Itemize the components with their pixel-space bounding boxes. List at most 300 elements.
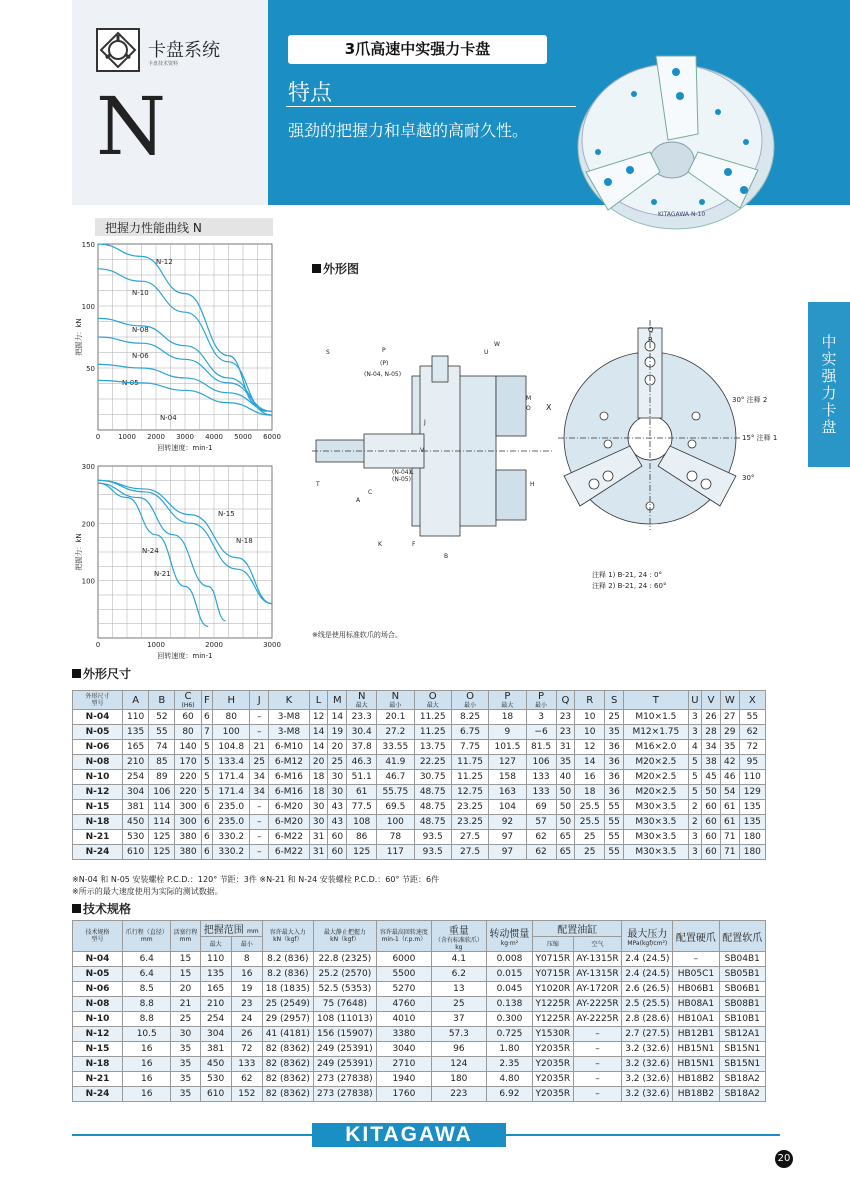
dim-cell: 133 [526,770,556,785]
spec-cell: 35 [171,1042,200,1057]
dim-cell: 135 [739,815,765,830]
spec-cell: 3040 [376,1042,431,1057]
dim-cell: 165 [123,740,149,755]
spec-cell: 82 (8362) [262,1042,313,1057]
dim-cell: 30 [309,800,328,815]
dim-cell: 2 [688,800,701,815]
spec-cell: 82 (8362) [262,1087,313,1102]
y-tick-label: 50 [86,365,95,373]
spec-cell: – [573,1027,622,1042]
dims-col-header: J [250,691,269,710]
table-row [73,815,766,830]
dim-cell: 133.4 [213,755,250,770]
model-cell: N-10 [73,1012,123,1027]
spec-cell: 6.4 [123,967,171,982]
spec-cell: SB12A1 [719,1027,765,1042]
spec-cell: 2.7 (27.5) [622,1027,673,1042]
model-cell: N-15 [73,800,123,815]
dim-cell: 10 [575,725,605,740]
spec-cell: 0.138 [486,997,532,1012]
dim-cell: 81.5 [526,740,556,755]
svg-text:(N-05): (N-05) [392,476,411,483]
dim-cell: 71 [720,845,739,860]
dims-col-header: F [201,691,212,710]
dim-cell: 62 [526,830,556,845]
dim-cell: 23 [556,710,575,725]
dim-cell: 25.5 [575,800,605,815]
series-label-n-04: N-04 [160,414,177,422]
svg-text:Q: Q [648,326,654,334]
dim-cell: 61 [720,800,739,815]
spec-cell: – [573,1057,622,1072]
spec-cell: 273 (27838) [313,1087,376,1102]
dim-cell: – [250,845,269,860]
spec-cell: SB08B1 [719,997,765,1012]
spec-cell: 2.4 (24.5) [622,967,673,982]
dims-col-header: T [624,691,689,710]
dim-cell: 5 [201,785,212,800]
dims-col-header: N 最大 [347,691,377,710]
table-row [73,725,766,740]
dim-cell: 46.3 [347,755,377,770]
x-tick-label: 5000 [234,433,252,441]
table-row [73,785,766,800]
chuck-label: KITAGAWA N-10 [658,211,706,218]
dim-cell: 36 [605,770,624,785]
svg-text:X: X [546,403,552,412]
table-row [73,1057,766,1072]
dims-col-header: U [688,691,701,710]
dim-cell: 6-M22 [269,830,310,845]
spec-cell: 8.2 (836) [262,967,313,982]
spec-cell: 450 [200,1057,231,1072]
dim-cell: 106 [526,755,556,770]
dim-cell: 18 [575,785,605,800]
dim-cell: 5 [688,755,701,770]
spec-cell: 156 (15907) [313,1027,376,1042]
spec-cell: 3.2 (32.6) [622,1057,673,1072]
svg-text:J: J [424,419,426,426]
table-row [73,1087,766,1102]
spec-cell: 2.6 (26.5) [622,982,673,997]
spec-cell: 5270 [376,982,431,997]
dim-cell: 5 [201,770,212,785]
svg-text:(P): (P) [380,360,389,367]
spec-cell: Y2035R [533,1042,574,1057]
dim-cell: 20.1 [377,710,414,725]
dim-cell: 7 [201,725,212,740]
spec-cell: Y2035R [533,1072,574,1087]
dims-section-title: 外形尺寸 [72,665,131,682]
spec-cell: 25 (2549) [262,997,313,1012]
spec-cell: 16 [123,1042,171,1057]
dim-cell: 60 [175,710,201,725]
dim-cell: 104 [489,800,526,815]
dim-cell: 100 [213,725,250,740]
series-label-n-05: N-05 [122,379,139,387]
dim-cell: 43 [328,815,347,830]
spec-cell: 35 [171,1072,200,1087]
dims-col-header: V [702,691,721,710]
dim-cell: 3 [526,710,556,725]
dim-cell: 104.8 [213,740,250,755]
spec-cell: 3380 [376,1027,431,1042]
dim-cell: 235.0 [213,815,250,830]
dims-col-header: L [309,691,328,710]
dims-corner: 外形尺寸 型号 [73,691,123,710]
dim-cell: 31 [309,830,328,845]
model-cell: N-24 [73,1087,123,1102]
dim-cell: 380 [175,830,201,845]
dim-cell: 60 [328,830,347,845]
dim-cell: 140 [175,740,201,755]
dim-cell: 78 [377,830,414,845]
dim-cell: 61 [720,815,739,830]
spec-cell: 3.2 (32.6) [622,1087,673,1102]
spec-cell: 62 [231,1072,262,1087]
dim-cell: 60 [702,800,721,815]
product-title: 3爪高速中实强力卡盘 [288,35,547,64]
series-label-n-21: N-21 [154,570,171,578]
svg-text:B: B [444,553,449,560]
y-tick-label: 200 [81,520,95,529]
dim-cell: 22.25 [414,755,451,770]
dim-cell: 5 [688,785,701,800]
svg-text:30° 注释 2: 30° 注释 2 [732,396,768,404]
dim-cell: 51.1 [347,770,377,785]
dim-cell: 304 [123,785,149,800]
spec-cell: 8.8 [123,1012,171,1027]
dim-cell: 16 [575,770,605,785]
spec-cell: Y2035R [533,1087,574,1102]
spec-cell: HB06B1 [673,982,719,997]
chart-title: 把握力性能曲线 N [95,218,273,237]
dim-cell: 48.75 [414,785,451,800]
spec-cell: – [673,952,719,967]
table-row [73,845,766,860]
dim-cell: 6 [201,830,212,845]
table-row [73,997,766,1012]
dim-cell: 135 [123,725,149,740]
spec-cell: 254 [200,1012,231,1027]
dim-cell: 55.75 [377,785,414,800]
dim-cell: 46.7 [377,770,414,785]
footer-brand-logo: KITAGAWA [312,1123,506,1147]
dim-cell: 50 [556,785,575,800]
dim-cell: 30 [328,785,347,800]
dim-cell: 127 [489,755,526,770]
dim-cell: 163 [489,785,526,800]
spec-cell: 165 [200,982,231,997]
dim-cell: – [250,725,269,740]
dim-cell: 80 [213,710,250,725]
dim-cell: 6-M16 [269,770,310,785]
spec-cell: – [573,1042,622,1057]
model-cell: N-06 [73,982,123,997]
dim-cell: M12×1.75 [624,725,689,740]
dim-cell: 19 [328,725,347,740]
spec-cell: 135 [200,967,231,982]
dim-cell: 254 [123,770,149,785]
dim-cell: 97 [489,845,526,860]
dim-cell: 330.2 [213,830,250,845]
spec-cell: HB12B1 [673,1027,719,1042]
x-tick-label: 3000 [176,433,194,441]
spec-cell: Y1530R [533,1027,574,1042]
spec-cell: – [573,1087,622,1102]
dim-cell: 23.25 [451,815,488,830]
dim-cell: M10×1.5 [624,710,689,725]
series-label-n-06: N-06 [132,352,149,360]
spec-cell: 15 [171,967,200,982]
table-row [73,830,766,845]
spec-cell: HB18B2 [673,1072,719,1087]
y-axis-label: 把握力：kN [75,318,83,356]
brand-title: 卡盘系统 [148,40,220,61]
x-tick-label: 2000 [147,433,165,441]
spec-cell: 610 [200,1087,231,1102]
spec-cell: 37 [431,1012,486,1027]
dim-cell: 106 [149,785,175,800]
grip-force-chart-1 [72,236,282,458]
dims-col-header: B [149,691,175,710]
spec-cell: 249 (25391) [313,1042,376,1057]
dim-cell: 10 [575,710,605,725]
spec-cell: 5500 [376,967,431,982]
front-view [558,320,742,530]
dim-cell: 27 [720,710,739,725]
spec-cell: 0.015 [486,967,532,982]
dim-cell: 18 [309,785,328,800]
spec-cell: HB08A1 [673,997,719,1012]
spec-cell: 180 [431,1072,486,1087]
dim-cell: 30 [328,770,347,785]
spec-cell: HB18B2 [673,1087,719,1102]
spec-cell: 13 [431,982,486,997]
model-cell: N-08 [73,997,123,1012]
spec-cell: 110 [200,952,231,967]
dims-col-header: N 最小 [377,691,414,710]
dim-cell: 6-M22 [269,845,310,860]
spec-cell: 16 [123,1072,171,1087]
svg-text:R: R [648,336,653,344]
x-axis-label: 回转速度：min-1 [157,444,213,452]
svg-text:T: T [316,481,320,488]
spec-cell: Y1225R [533,997,574,1012]
dim-cell: 55 [739,710,765,725]
dims-col-header: O 最小 [451,691,488,710]
dim-cell: 92 [489,815,526,830]
dim-cell: 25 [575,830,605,845]
drawing-section-title: 外形图 [312,260,359,277]
spec-cell: 29 (2957) [262,1012,313,1027]
spec-cell: SB10B1 [719,1012,765,1027]
dim-cell: 86 [347,830,377,845]
dim-cell: – [250,800,269,815]
model-cell: N-18 [73,1057,123,1072]
dim-cell: 31 [309,845,328,860]
svg-text:O: O [526,405,531,412]
spec-cell: 108 (11013) [313,1012,376,1027]
table-row [73,1072,766,1087]
dim-cell: 20 [309,755,328,770]
dim-cell: 135 [739,800,765,815]
dims-col-header: Q [556,691,575,710]
dim-cell: 26 [702,710,721,725]
dim-cell: 69.5 [377,800,414,815]
spec-cell: HB15N1 [673,1057,719,1072]
spec-cell: 19 [231,982,262,997]
svg-text:K: K [378,541,382,548]
spec-cell: 6.4 [123,952,171,967]
dim-cell: 235.0 [213,800,250,815]
dim-cell: 29 [720,725,739,740]
model-cell: N-12 [73,785,123,800]
dim-cell: 72 [739,740,765,755]
dim-cell: 18 [309,770,328,785]
dim-cell: 30.4 [347,725,377,740]
dim-cell: 5 [688,770,701,785]
dim-cell: 25.5 [575,815,605,830]
dim-cell: 125 [347,845,377,860]
dim-cell: 114 [149,800,175,815]
spec-cell: HB15N1 [673,1042,719,1057]
dim-cell: 41.9 [377,755,414,770]
dim-cell: 60 [702,830,721,845]
dim-cell: 27.2 [377,725,414,740]
dim-cell: 6-M20 [269,800,310,815]
svg-text:W: W [494,341,500,348]
spec-cell: 8.2 (836) [262,952,313,967]
spec-cell: 6.92 [486,1087,532,1102]
dim-cell: M30×3.5 [624,830,689,845]
spec-cell: 72 [231,1042,262,1057]
dim-cell: 110 [739,770,765,785]
spec-cell: 273 (27838) [313,1072,376,1087]
spec-cell: 0.300 [486,1012,532,1027]
spec-cell: AY-1720R [573,982,622,997]
dims-col-header: A [123,691,149,710]
spec-cell: 4.1 [431,952,486,967]
spec-cell: 8.8 [123,997,171,1012]
dim-cell: 3 [688,725,701,740]
table-row [73,740,766,755]
dim-cell: 95 [739,755,765,770]
series-label-n-18: N-18 [236,537,253,545]
dim-cell: 5 [201,755,212,770]
dims-col-header: P 最大 [489,691,526,710]
dim-cell: 48.75 [414,815,451,830]
x-tick-label: 2000 [205,641,223,649]
dim-cell: 37.8 [347,740,377,755]
dim-cell: 110 [123,710,149,725]
feature-divider [286,106,576,107]
spec-cell: 223 [431,1087,486,1102]
dims-col-header: P 最小 [526,691,556,710]
dim-cell: 14 [309,740,328,755]
dim-cell: 27.5 [451,830,488,845]
specs-corner: 技术规格 型号 [73,921,123,952]
dim-cell: 7.75 [451,740,488,755]
dim-cell: 11.25 [414,710,451,725]
spec-cell: AY-2225R [573,997,622,1012]
dim-cell: 20 [328,740,347,755]
model-cell: N-21 [73,1072,123,1087]
model-cell: N-06 [73,740,123,755]
spec-cell: 249 (25391) [313,1057,376,1072]
series-label-n-15: N-15 [218,510,235,518]
table-row [73,1012,766,1027]
dim-cell: 61 [347,785,377,800]
dim-cell: M20×2.5 [624,770,689,785]
dim-cell: – [250,830,269,845]
spec-cell: Y1020R [533,982,574,997]
table-row [73,1027,766,1042]
dim-cell: 170 [175,755,201,770]
svg-text:(N-04, N-05): (N-04, N-05) [364,371,402,378]
dim-cell: 50 [702,785,721,800]
dim-cell: 300 [175,815,201,830]
y-tick-label: 100 [81,303,95,311]
spec-cell: 304 [200,1027,231,1042]
spec-cell: 75 (7648) [313,997,376,1012]
spec-cell: 0.725 [486,1027,532,1042]
dim-cell: 6.75 [451,725,488,740]
side-view [312,356,552,536]
spec-cell: 2.35 [486,1057,532,1072]
dim-cell: 21 [250,740,269,755]
dim-cell: 3 [688,710,701,725]
dim-cell: 52 [149,710,175,725]
dim-cell: 450 [123,815,149,830]
dim-cell: 3-M8 [269,710,310,725]
dim-cell: −6 [526,725,556,740]
table-row [73,710,766,725]
spec-cell: SB05B1 [719,967,765,982]
spec-cell: 25 [171,1012,200,1027]
spec-cell: 152 [231,1087,262,1102]
dim-cell: 14 [575,755,605,770]
page-number: 20 [775,1150,793,1168]
table-row [73,755,766,770]
series-label-n-24: N-24 [142,547,159,555]
dim-cell: 31 [556,740,575,755]
spec-cell: 2.4 (24.5) [622,952,673,967]
dim-cell: 4 [688,740,701,755]
spec-cell: 22.8 (2325) [313,952,376,967]
spec-cell: Y0715R [533,952,574,967]
dim-cell: 50 [556,815,575,830]
spec-cell: SB06B1 [719,982,765,997]
spec-cell: 82 (8362) [262,1057,313,1072]
dim-cell: 25 [605,710,624,725]
y-tick-label: 100 [81,577,95,586]
dim-cell: 55 [605,830,624,845]
spec-cell: 2.8 (28.6) [622,1012,673,1027]
svg-text:F: F [412,541,416,548]
spec-cell: 0.045 [486,982,532,997]
dim-cell: 6-M16 [269,785,310,800]
dim-cell: 93.5 [414,845,451,860]
dim-cell: 80 [175,725,201,740]
dims-col-header: O 最大 [414,691,451,710]
dim-cell: 11.25 [414,725,451,740]
dim-cell: 55 [149,725,175,740]
dim-cell: 12 [309,710,328,725]
dim-cell: 34 [250,770,269,785]
side-tab-category[interactable]: 中实强力卡盘 [808,302,850,467]
svg-text:P: P [382,347,386,354]
